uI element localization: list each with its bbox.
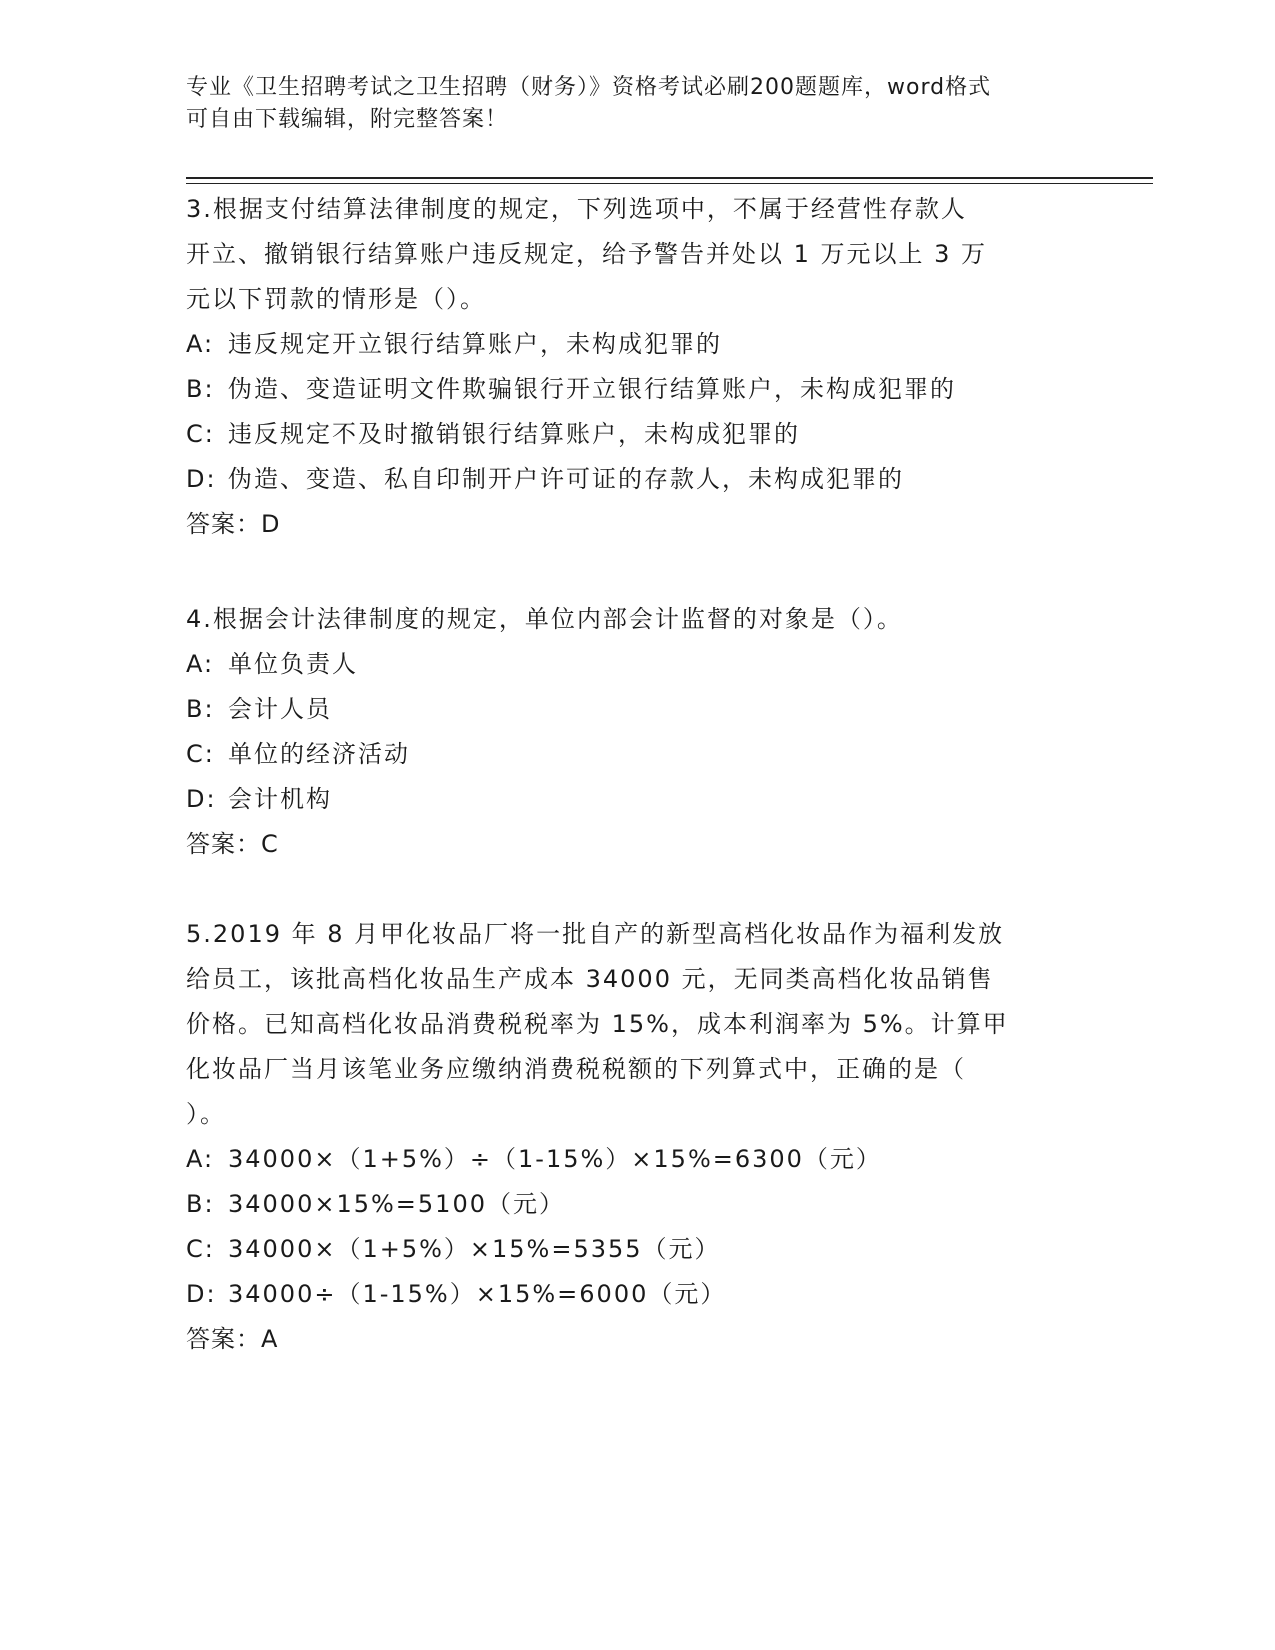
option-c bbox=[186, 732, 1066, 777]
stem-line: ）。 bbox=[186, 1100, 226, 1128]
option-key: B: bbox=[186, 375, 215, 403]
option-b bbox=[186, 1182, 1066, 1227]
question-5 bbox=[186, 912, 1066, 1362]
option-d bbox=[186, 457, 1066, 502]
option-a bbox=[186, 1137, 1066, 1182]
question-stem bbox=[186, 597, 1066, 642]
option-b bbox=[186, 687, 1066, 732]
stem-line: 给员工，该批高档化妆品生产成本 34000 元，无同类高档化妆品销售 bbox=[186, 965, 994, 993]
answer: 答案：A bbox=[186, 1325, 279, 1353]
option-text: 34000×15%=5100（元） bbox=[228, 1190, 565, 1218]
answer: 答案：C bbox=[186, 830, 279, 858]
option-text: 会计机构 bbox=[228, 785, 332, 813]
answer: 答案：D bbox=[186, 510, 281, 538]
option-text: 34000÷（1-15%）×15%=6000（元） bbox=[228, 1280, 727, 1308]
option-c bbox=[186, 412, 1066, 457]
stem-line: 5.2019 年 8 月甲化妆品厂将一批自产的新型高档化妆品作为福利发放 bbox=[186, 920, 1005, 948]
option-key: C: bbox=[186, 1235, 215, 1263]
option-key: C: bbox=[186, 420, 215, 448]
header-line-2: 可自由下载编辑，附完整答案！ bbox=[186, 107, 509, 132]
header-divider-thin bbox=[186, 183, 1153, 184]
option-key: D: bbox=[186, 465, 217, 493]
header-divider-thick bbox=[186, 177, 1153, 179]
option-d bbox=[186, 777, 1066, 822]
option-key: A: bbox=[186, 330, 215, 358]
stem-line: 元以下罚款的情形是（）。 bbox=[186, 285, 486, 313]
option-key: D: bbox=[186, 1280, 217, 1308]
option-c bbox=[186, 1227, 1066, 1272]
option-text: 会计人员 bbox=[228, 695, 332, 723]
option-key: C: bbox=[186, 740, 215, 768]
option-text: 34000×（1+5%）×15%=5355（元） bbox=[228, 1235, 721, 1263]
question-stem bbox=[186, 187, 1066, 322]
question-4 bbox=[186, 597, 1066, 867]
question-stem bbox=[186, 912, 1066, 1137]
stem-line: 3.根据支付结算法律制度的规定，下列选项中，不属于经营性存款人 bbox=[186, 195, 967, 223]
stem-line: 4.根据会计法律制度的规定，单位内部会计监督的对象是（）。 bbox=[186, 605, 903, 633]
option-key: B: bbox=[186, 1190, 215, 1218]
option-d bbox=[186, 1272, 1066, 1317]
option-text: 违反规定开立银行结算账户，未构成犯罪的 bbox=[228, 330, 722, 358]
stem-line: 化妆品厂当月该笔业务应缴纳消费税税额的下列算式中，正确的是（ bbox=[186, 1055, 966, 1083]
option-a bbox=[186, 322, 1066, 367]
option-key: B: bbox=[186, 695, 215, 723]
option-text: 单位负责人 bbox=[228, 650, 358, 678]
option-text: 单位的经济活动 bbox=[228, 740, 410, 768]
document-header bbox=[186, 72, 1066, 136]
option-text: 伪造、变造证明文件欺骗银行开立银行结算账户，未构成犯罪的 bbox=[228, 375, 956, 403]
option-b bbox=[186, 367, 1066, 412]
option-text: 34000×（1+5%）÷（1-15%）×15%=6300（元） bbox=[228, 1145, 882, 1173]
option-key: A: bbox=[186, 1145, 215, 1173]
option-text: 伪造、变造、私自印制开户许可证的存款人，未构成犯罪的 bbox=[228, 465, 904, 493]
stem-line: 开立、撤销银行结算账户违反规定，给予警告并处以 1 万元以上 3 万 bbox=[186, 240, 988, 268]
option-key: D: bbox=[186, 785, 217, 813]
option-text: 违反规定不及时撤销银行结算账户，未构成犯罪的 bbox=[228, 420, 800, 448]
option-key: A: bbox=[186, 650, 215, 678]
header-line-1: 专业《卫生招聘考试之卫生招聘（财务）》资格考试必刷200题题库，word格式 bbox=[186, 75, 992, 100]
question-3 bbox=[186, 187, 1066, 547]
option-a bbox=[186, 642, 1066, 687]
stem-line: 价格。已知高档化妆品消费税税率为 15%，成本利润率为 5%。计算甲 bbox=[186, 1010, 1009, 1038]
